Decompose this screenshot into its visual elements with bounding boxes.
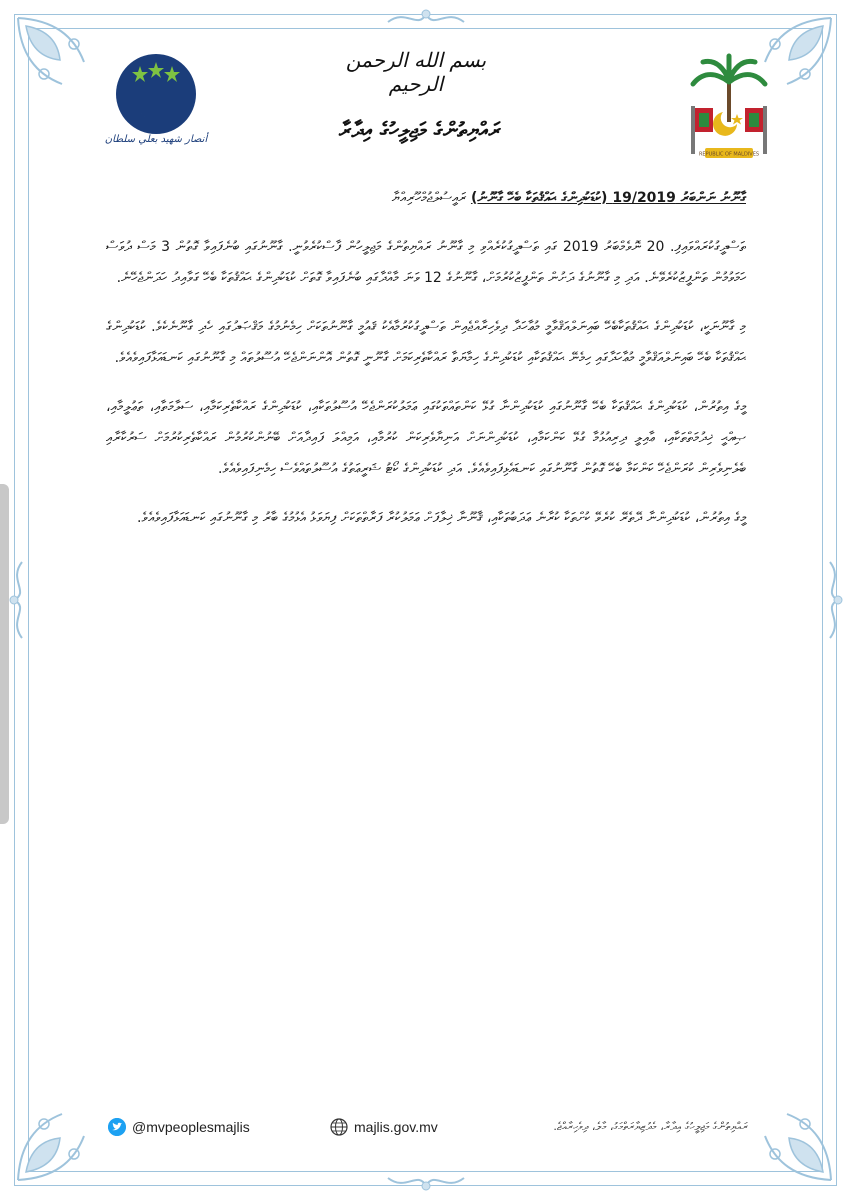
office-title: ރައްޔިތުންގެ މަޖިލީހުގެ އިދާރާ <box>338 118 502 142</box>
body-paragraph-1: ތަސްދީގުކުރައްވައިފި. 20 ނޮވެމްބަރު 2019 ގައި ތަސްދީގުކުރެއްވި މި ގާނޫނު ރައްޔިތުންގެ މަޖިލީހުން ފާސްކުރެވުނީ. ގާނޫނުގައި ބުނެފައިވާ ގޮތުން 3 މަސް ދުވަސް ހަމަވުމުން ތަންފީޒުކުރެވޭނެ. އަދި މި ގާނޫނުގެ ދަށުން ތަންފީޒުކުރުމަށް، ގާނޫނުގެ 12 ވަނަ މާއްދާގައި ބުނެފައިވާ ގޮތަށް ކުޑަކުދިންގެ ޙައްޤުތަކާ ބެހޭ ގަވާއިދު ހަދަންޖެހޭނެ. <box>106 239 747 286</box>
right-center-ornament <box>820 560 846 640</box>
subject-suffix: ރައީސުލްޖުމްހޫރިއްޔާ <box>391 190 467 206</box>
twitter-handle: @mvpeoplesmajlis <box>132 1119 250 1135</box>
body-paragraph-2: މި ގާނޫނަކީ، ކުޑަކުދިންގެ ޙައްޤުތަކާބެހޭ ބައިނަލްއަޤްވާމީ މުޢާހަދާ ދިވެހިރާއްޖެއިން ތަސްދީގުކުރުމާއެކު ޤައުމީ ގާނޫނުތަކަށް ހިމެނުމުގެ މަޤްޞަދުގައި ހެދި ގާނޫނެކެވެ. ކުޑަކުދިންގެ ޙައްޤުތަކާ ބެހޭ ބައިނަލްއަޤްވާމީ މުޢާހަދާގައި ހިމެނޭ ޙައްޤުތަކާއި ކުޑަކުދިންގެ ހިމާޔަތާ ރައްކާތެރިކަމަށް ގާނޫނީ ގޮތުން އޮންނަންޖެހޭ އުސޫލުތައް މި ގާނޫނުގައި ކަނޑައަޅާފައިވެއެވެ. <box>106 319 746 366</box>
footer <box>108 1108 748 1148</box>
party-logo-motto: أنصار شهيد بعلي سلطان <box>104 134 208 145</box>
subject-heading: ގާނޫނު ނަންބަރު 19/2019 (ކުޑަކުދިންގެ ޙައްޤުތަކާ ބެހޭ ގާނޫނު) <box>470 190 746 206</box>
state-emblem <box>683 52 775 170</box>
office-address: ރައްޔިތުންގެ މަޖިލީހުގެ އިދާރާ، މެދުޒިޔާރަތްމަގު، މާލެ، ދިވެހިރާއްޖެ. <box>553 1120 748 1133</box>
left-center-ornament <box>6 560 32 640</box>
corner-ornament-top-left <box>14 14 104 104</box>
bottom-center-ornament <box>386 1168 466 1194</box>
globe-icon <box>330 1118 348 1136</box>
subject-paragraph <box>106 183 746 214</box>
footer-website[interactable] <box>330 1118 438 1136</box>
corner-ornament-bottom-right <box>745 1094 835 1184</box>
bismillah-calligraphy: بسم الله الرحمن الرحيم <box>345 48 487 96</box>
emblem-caption: REPUBLIC OF MALDIVES <box>698 151 760 158</box>
party-logo <box>96 52 216 164</box>
corner-ornament-bottom-left <box>14 1094 104 1184</box>
press-release-body <box>106 183 746 552</box>
twitter-icon <box>108 1118 126 1136</box>
footer-twitter[interactable] <box>108 1118 250 1136</box>
top-center-ornament <box>386 6 466 32</box>
side-scroll-handle[interactable] <box>0 484 9 824</box>
body-paragraph-3: މީގެ އިތުރުން، ކުޑަކުދިންގެ ޙައްޤުތަކާ ބެހޭ ގާނޫނުގައި ކުޑަކުދިންނާ ގުޅޭ ކަންތައްތަކުގައި ޢަމަލުކުރަންޖެހޭ އުސޫލުތަކާއި، ކުޑަކުދިންގެ ރައްކާތެރިކަމާއި، ސަލާމަތާއި، ތަޢުލީމާއި، ޞިއްޙީ ޚިދުމަތްތަކާއި، ޢާއިލީ ދިރިއުޅުމާ ގުޅޭ ކަންކަމާއި، ކުޑަކުދިންނަށް އަނިޔާވެރިކަން ކުރުމާއި، އަމިއްލަ ފައިދާއަށް ބޭނުންކުރުމުން ރައްކާތެރިކުރުމަށް ސަރުކާރާއި ބެލެނިވެރިން ކުރަންޖެހޭ ކަންކަމާ ބެހޭ ގޮތުން ގާނޫނުގައި ކަނޑައެޅިފައިވެއެވެ. އަދި ކުޑަކުދިންގެ ކޯޓު ޝަރީޢަތުގެ އުސޫލުތައްވެސް ހިމެނިފައިވެއެވެ. <box>106 399 746 477</box>
website-url: majlis.gov.mv <box>354 1119 438 1135</box>
body-paragraph-4: މީގެ އިތުރުން، ކުޑަކުދިންނާ ދޭތެރޭ ކުރެވޭ ކުށްތަކާ ކުރާނެ ޢަދަބުތަކާއި، ޤާނޫނާ ޚިލާފަށް ޢަމަލުކުރާ ފަރާތްތަކަށް ފިޔަވަޅު އެޅުމުގެ ބާރު މި ގާނޫނުގައި ކަނޑައަޅާފައިވެއެވެ. <box>137 510 746 526</box>
